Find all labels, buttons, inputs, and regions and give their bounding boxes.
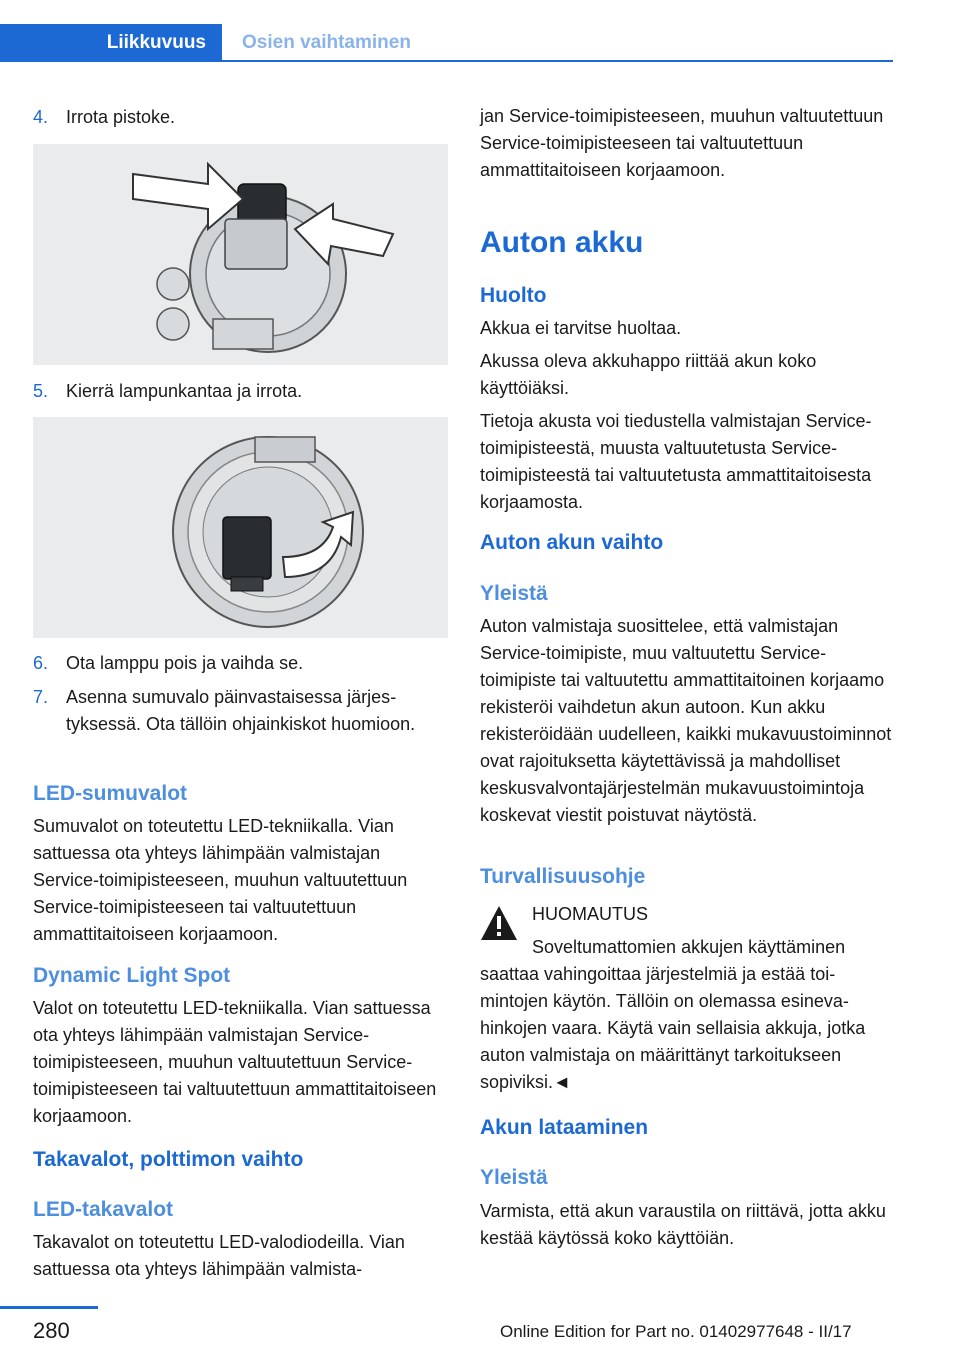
step-number: 6. [33, 653, 49, 673]
bulb-socket-illustration [33, 417, 448, 638]
heading-general-2: Yleistä [480, 1166, 548, 1189]
step-text: Ota lamppu pois ja vaihda se. [66, 653, 304, 673]
warning-first-line: Soveltumattomien akkujen käyttäminen [532, 937, 846, 957]
paragraph-led-fog-lights: Sumuvalot on toteutettu LED-tekniikalla. Vian sattuessa ota yhteys lähimpään valmistajan Service-toimipisteeseen, muuhun valtuutettuun Service-toimipisteeseen tai valtuutettuun ammattitaitoiseen korjaamoon. [33, 816, 408, 944]
paragraph-battery-replacement: Auton valmistaja suosittelee, että valmistajan Service-toimipiste, muu valtuutettu Service-toimipiste tai valtuutettu ammattitaitoinen korjaamo rekisteröi vaihdetun akun autoon. Kun akku rekisteröidään uudelleen, kaikki mukavuustoiminnot ovat rajoituksetta käytettävissä ja mahdolliset keskusvalvontajärjestelmän mukavuustoimintoja koskevat viestit poistuvat näytöstä. [480, 616, 892, 825]
paragraph-led-tail-lights: Takavalot on toteutettu LED-valodiodeilla. Vian sattuessa ota yhteys lähimpään valmista- [33, 1232, 405, 1279]
heading-led-fog-lights: LED-sumuvalot [33, 782, 188, 805]
step-text: Asenna sumuvalo päinvastaisessa järjestyksessä. Ota tällöin ohjainkiskot huomioon. [66, 687, 416, 734]
step-number: 5. [33, 381, 49, 401]
step-number: 4. [33, 107, 49, 127]
step-number: 7. [33, 687, 49, 707]
heading-led-tail-lights: LED-takavalot [33, 1198, 174, 1221]
warning-triangle-icon [480, 904, 518, 942]
warning-title: HUOMAUTUS [532, 904, 648, 924]
paragraph-maintenance-2: Akussa oleva akkuhappo riittää akun koko käyttöiäksi. [480, 351, 817, 398]
heading-safety-note: Turvallisuusohje [480, 865, 646, 888]
chapter-tab: Liikkuvuus [0, 24, 222, 62]
footer-rule [0, 1306, 98, 1309]
heading-maintenance: Huolto [480, 284, 547, 307]
step-5 [33, 378, 446, 405]
figure-unplug-connector [33, 144, 448, 365]
figure-rotate-bulb-socket [33, 417, 448, 638]
paragraph-maintenance-3: Tietoja akusta voi tiedustella valmistajan Service-toimipisteestä, muusta valtuutetusta Service-toimipisteestä tai valtuutetusta ammattitaitoisesta korjaamosta. [480, 411, 872, 512]
paragraph-continued: jan Service-toimipisteeseen, muuhun valtuutettuun Service-toimipisteeseen tai valtuutettuun ammattitaitoiseen korjaamoon. [480, 106, 884, 180]
heading-dynamic-light-spot: Dynamic Light Spot [33, 964, 231, 987]
page-header [0, 0, 893, 62]
heading-general: Yleistä [480, 582, 548, 605]
paragraph-maintenance-1: Akkua ei tarvitse huoltaa. [480, 318, 682, 338]
heading-car-battery: Auton akku [480, 226, 644, 259]
step-text: Irrota pistoke. [66, 107, 176, 127]
section-tab: Osien vaihtaminen [242, 32, 411, 53]
heading-tail-lights: Takavalot, polttimon vaihto [33, 1148, 304, 1171]
paragraph-dynamic-light-spot: Valot on toteutettu LED-tekniikalla. Vian sattuessa ota yhteys lähimpään valmistajan Service-toimipisteeseen, muuhun valtuutettuun Service-toimipisteeseen tai valtuutettuun ammattitaitoiseen korjaamoon. [33, 998, 437, 1126]
heading-battery-replacement: Auton akun vaihto [480, 531, 664, 554]
heading-battery-charging: Akun lataaminen [480, 1116, 649, 1139]
step-4 [33, 104, 446, 131]
page-number: 280 [33, 1318, 70, 1343]
header-rule [222, 60, 893, 62]
step-7 [33, 684, 446, 738]
paragraph-battery-charging: Varmista, että akun varaustila on riittävä, jotta akku kestää käytössä koko käyttöiän. [480, 1201, 886, 1248]
step-text: Kierrä lampunkantaa ja irrota. [66, 381, 303, 401]
fog-light-connector-illustration [33, 144, 448, 365]
edition-note: Online Edition for Part no. 01402977648 - II/17 [500, 1322, 852, 1341]
warning-text: saattaa vahingoittaa järjestelmiä ja estää toimintojen käytön. Tällöin on olemassa esinevahinkojen vaara. Käytä vain sellaisia akkuja, jotka auton valmistaja on määrittänyt tarkoitukseen sopiviksi.◄ [480, 964, 866, 1092]
step-6 [33, 650, 446, 677]
